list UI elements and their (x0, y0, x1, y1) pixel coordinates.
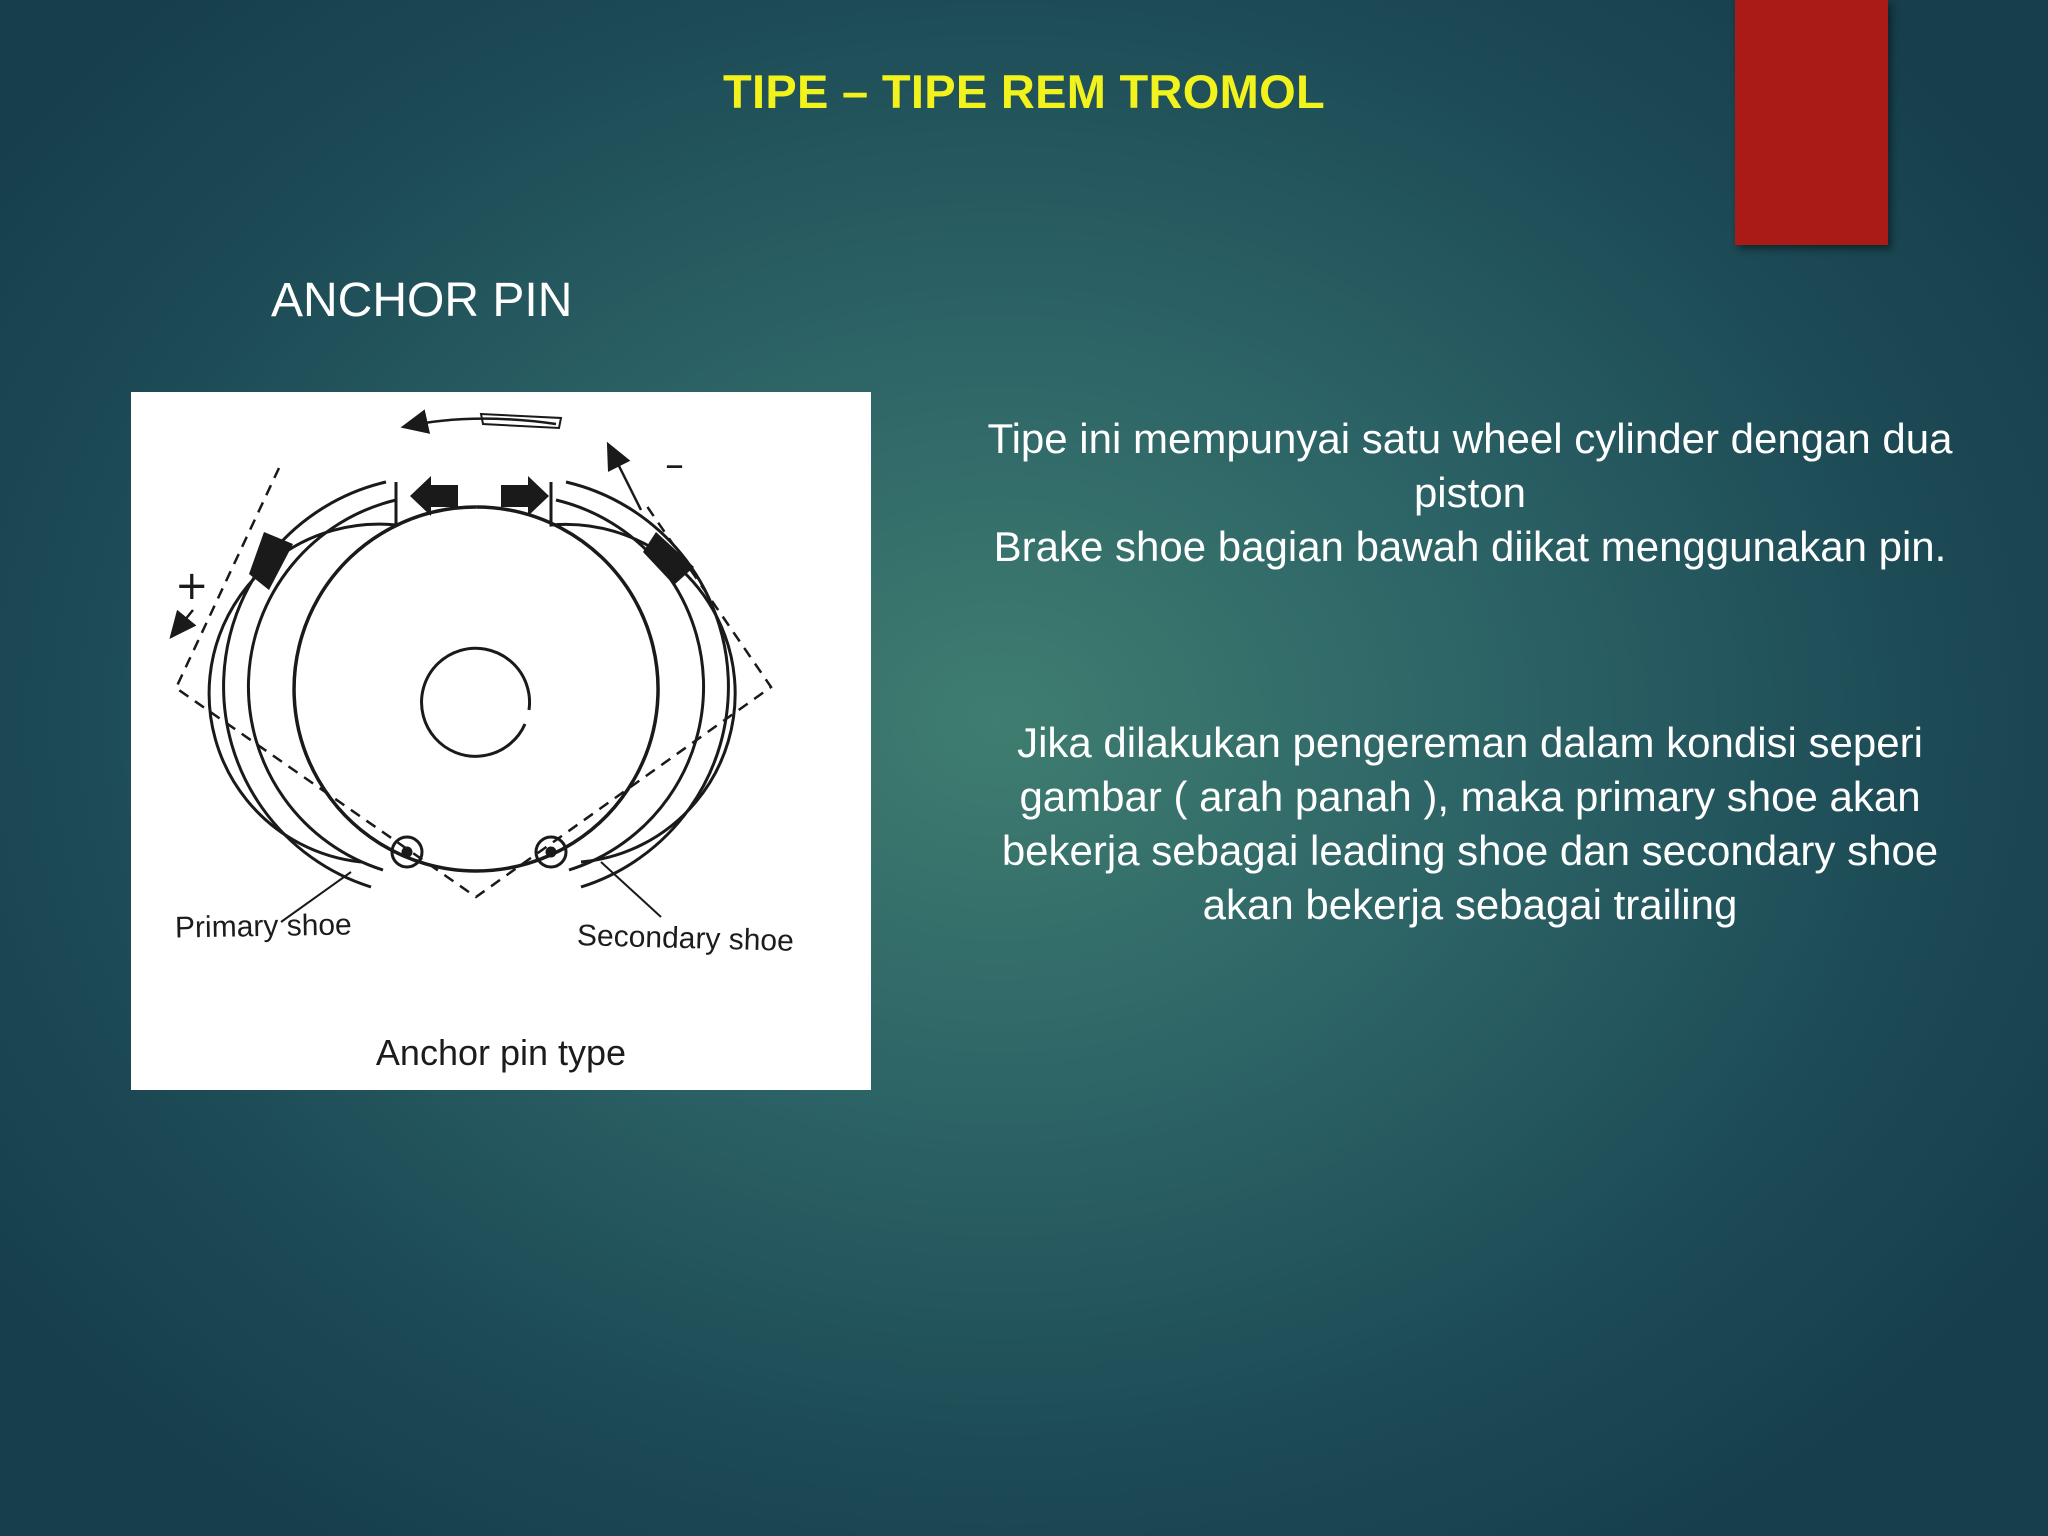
anchor-pin-diagram (131, 392, 871, 1090)
figure-caption: Anchor pin type (375, 1032, 627, 1073)
text-line: Tipe ini mempunyai satu wheel cylinder dengan dua (987, 415, 1953, 462)
text-line: Brake shoe bagian bawah diikat menggunakan pin. (993, 523, 1947, 570)
brake-drum-illustration (131, 392, 871, 1090)
description-paragraph-1 (940, 412, 2000, 574)
text-line: bekerja sebagai leading shoe dan secondary shoe (1001, 827, 1939, 874)
primary-shoe-label: Primary shoe (174, 908, 352, 945)
text-line: akan bekerja sebagai trailing (1202, 881, 1738, 928)
plus-sign: + (175, 563, 209, 609)
secondary-shoe-label: Secondary shoe (576, 919, 795, 958)
text-line: piston (1413, 469, 1527, 516)
text-line: gambar ( arah panah ), maka primary shoe akan (1019, 773, 1921, 820)
section-heading: ANCHOR PIN (271, 274, 573, 327)
description-paragraph-2 (940, 716, 2000, 932)
accent-bar (1735, 0, 1888, 245)
slide-title: TIPE – TIPE REM TROMOL (723, 65, 1325, 118)
text-line: Jika dilakukan pengereman dalam kondisi seperi (1017, 719, 1923, 766)
minus-sign: – (665, 442, 684, 486)
